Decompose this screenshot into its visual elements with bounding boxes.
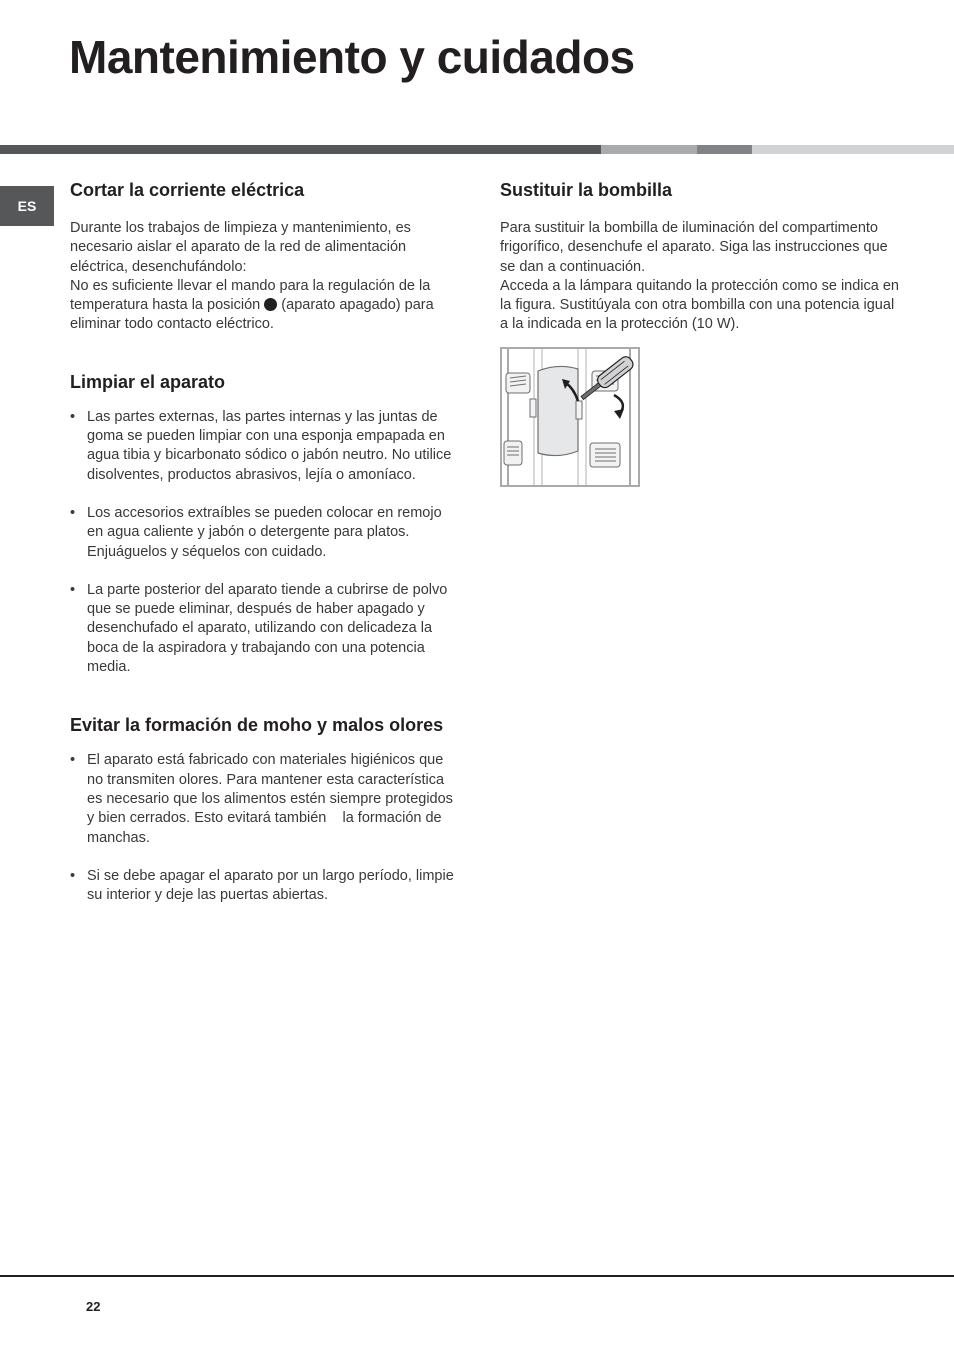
lamp-cover-illustration: [502, 349, 638, 485]
section-heading-power: Cortar la corriente eléctrica: [70, 180, 305, 200]
list-item: • Los accesorios extraíbles se pueden colocar en remojo en agua caliente y jabón o detergente para platos. Enjuáguelos y séquelos con cuidado.: [70, 504, 460, 562]
header-bar-segment-4: [752, 145, 954, 154]
left-column: [70, 178, 460, 905]
list-item: • El aparato está fabricado con materiales higiénicos que no transmiten olores. Para mantener esta característica es necesario que los alimentos estén siempre protegidos y bien cerrados. Esto evitará también la formación de manchas.: [70, 751, 460, 847]
list-item: • Si se debe apagar el aparato por un largo período, limpie su interior y deje las puertas abiertas.: [70, 867, 460, 906]
section-heading-mould: Evitar la formación de moho y malos olores: [70, 715, 444, 736]
power-paragraph-2-end: (aparato apagado) para eliminar todo contacto eléctrico.: [70, 297, 434, 333]
power-paragraph-1: Durante los trabajos de limpieza y mantenimiento, es necesario aislar el aparato de la red de alimentación eléctrica, desenchufándolo:: [70, 220, 411, 275]
power-paragraph-2-start: No es suficiente llevar el mando para la regulación de la temperatura hasta la posición: [70, 277, 431, 314]
list-item: • La parte posterior del aparato tiende a cubrirse de polvo que se puede eliminar, después de haber apagado y desenchufado el aparato, utilizando con delicadeza la boca de la aspiradora y trabajando con una potencia media.: [70, 581, 460, 677]
lamp-replacement-figure: [500, 347, 640, 487]
language-tab: ES: [0, 186, 54, 226]
bulb-paragraph-1: Para sustituir la bombilla de iluminación del compartimento frigorífico, desenchufe el aparato. Siga las instrucciones que se dan a continuación.: [500, 220, 888, 275]
list-item: • Las partes externas, las partes internas y las juntas de goma se pueden limpiar con una esponja empapada en agua tibia y bicarbonato sódico o jabón neutro. No utilice disolventes, productos abrasivos, lejía o amoníaco.: [70, 408, 460, 485]
section-heading-cleaning: Limpiar el aparato: [70, 371, 226, 392]
page-title: Mantenimiento y cuidados: [69, 31, 635, 83]
section-heading-bulb: Sustituir la bombilla: [500, 180, 673, 200]
footer-rule: [0, 1275, 954, 1277]
right-column: [500, 178, 900, 335]
mould-list: [70, 751, 460, 905]
off-position-icon: [264, 298, 277, 311]
power-paragraph-2: [70, 277, 460, 335]
page-number: 22: [86, 1299, 101, 1314]
header-bar-segment-1: [0, 145, 601, 154]
header-bar-segment-3: [697, 145, 752, 154]
header-bar-segment-2: [601, 145, 697, 154]
bulb-paragraph-2: Acceda a la lámpara quitando la protección como se indica en la figura. Sustitúyala con otra bombilla con una potencia igual a la indicada en la protección (10 W).: [500, 277, 899, 333]
cleaning-list: [70, 408, 460, 678]
